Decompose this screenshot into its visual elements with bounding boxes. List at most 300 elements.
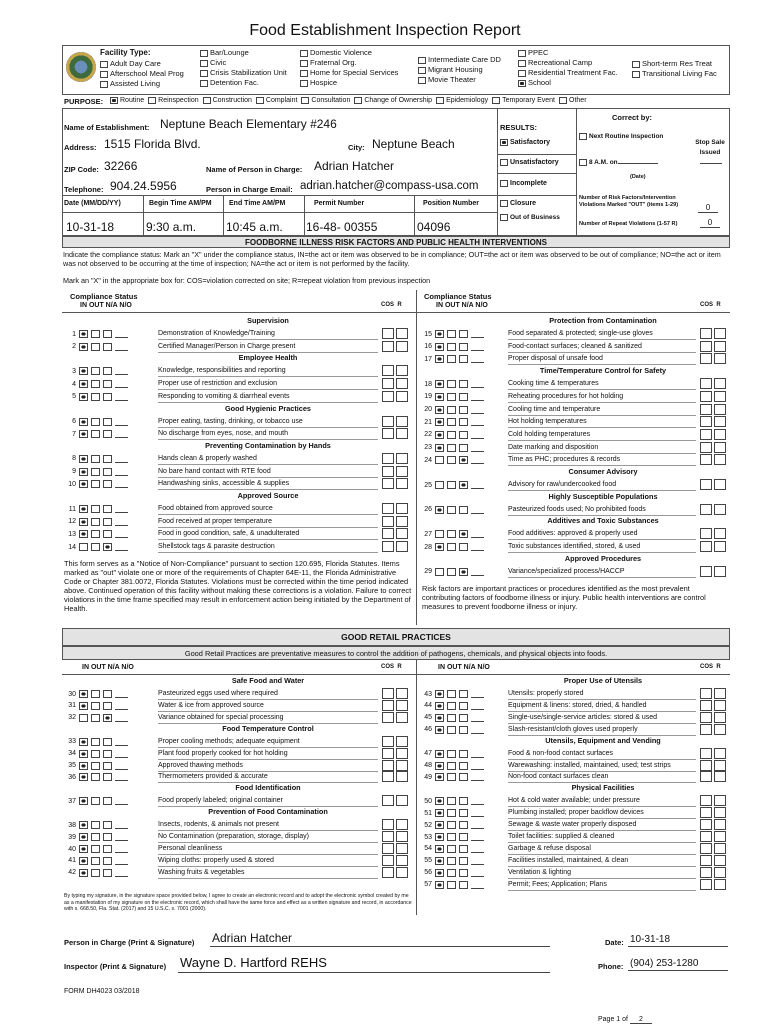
status-box[interactable] — [103, 393, 112, 401]
repeat-box[interactable] — [714, 416, 726, 427]
checkbox[interactable] — [300, 80, 308, 87]
status-box[interactable] — [435, 750, 444, 758]
status-box[interactable] — [115, 367, 128, 375]
status-box[interactable] — [447, 702, 456, 710]
status-box[interactable] — [103, 702, 112, 710]
inspector-phone[interactable]: (904) 253-1280 — [630, 958, 699, 969]
status-box[interactable] — [103, 833, 112, 841]
status-box[interactable] — [447, 393, 456, 401]
status-box[interactable] — [435, 845, 444, 853]
status-box[interactable] — [471, 418, 484, 426]
repeat-box[interactable] — [714, 328, 726, 339]
email-value[interactable]: adrian.hatcher@compass-usa.com — [300, 180, 479, 192]
status-box[interactable] — [103, 367, 112, 375]
checkbox[interactable] — [418, 67, 426, 74]
status-box[interactable] — [115, 845, 128, 853]
facility-type-option[interactable] — [518, 68, 618, 78]
status-box[interactable] — [435, 726, 444, 734]
cos-box[interactable] — [382, 416, 394, 427]
repeat-box[interactable] — [714, 454, 726, 465]
status-box[interactable] — [471, 773, 484, 781]
status-box[interactable] — [447, 773, 456, 781]
status-box[interactable] — [447, 481, 456, 489]
end-time[interactable]: 10:45 a.m. — [226, 220, 283, 234]
status-box[interactable] — [103, 821, 112, 829]
facility-type-option[interactable] — [200, 48, 249, 58]
telephone-value[interactable]: 904.24.5956 — [110, 179, 177, 193]
status-box[interactable] — [471, 444, 484, 452]
facility-type-option[interactable] — [632, 69, 717, 79]
status-box[interactable] — [435, 714, 444, 722]
cos-box[interactable] — [700, 341, 712, 352]
repeat-box[interactable] — [396, 503, 408, 514]
repeat-box[interactable] — [714, 341, 726, 352]
status-box[interactable] — [103, 869, 112, 877]
checkbox[interactable] — [518, 60, 526, 67]
repeat-box[interactable] — [396, 748, 408, 759]
checkbox[interactable] — [354, 97, 362, 104]
status-box[interactable] — [471, 797, 484, 805]
status-box[interactable] — [471, 726, 484, 734]
cos-box[interactable] — [382, 855, 394, 866]
cos-box[interactable] — [700, 760, 712, 771]
status-box[interactable] — [459, 343, 468, 351]
status-box[interactable] — [435, 833, 444, 841]
repeat-box[interactable] — [714, 795, 726, 806]
cos-box[interactable] — [700, 700, 712, 711]
cos-box[interactable] — [700, 712, 712, 723]
repeat-box[interactable] — [396, 712, 408, 723]
city-value[interactable]: Neptune Beach — [372, 137, 455, 151]
status-box[interactable] — [435, 690, 444, 698]
checkbox[interactable] — [559, 97, 567, 104]
status-box[interactable] — [115, 380, 128, 388]
facility-type-option[interactable] — [518, 58, 592, 68]
repeat-box[interactable] — [714, 879, 726, 890]
status-box[interactable] — [471, 690, 484, 698]
status-box[interactable] — [103, 530, 112, 538]
status-box[interactable] — [435, 881, 444, 889]
status-box[interactable] — [459, 797, 468, 805]
cos-box[interactable] — [382, 503, 394, 514]
status-box[interactable] — [103, 330, 112, 338]
status-box[interactable] — [447, 418, 456, 426]
cos-box[interactable] — [382, 528, 394, 539]
facility-type-option[interactable] — [518, 78, 551, 88]
cos-box[interactable] — [382, 391, 394, 402]
facility-type-option[interactable] — [518, 48, 548, 58]
status-box[interactable] — [447, 330, 456, 338]
checkbox[interactable] — [203, 97, 211, 104]
checkbox[interactable] — [200, 80, 208, 87]
status-box[interactable] — [471, 530, 484, 538]
status-box[interactable] — [471, 380, 484, 388]
status-box[interactable] — [79, 762, 88, 770]
status-box[interactable] — [459, 406, 468, 414]
status-box[interactable] — [459, 726, 468, 734]
result-incomplete[interactable]: Incomplete — [500, 179, 547, 189]
status-box[interactable] — [103, 343, 112, 351]
repeat-box[interactable] — [396, 831, 408, 842]
status-box[interactable] — [103, 773, 112, 781]
status-box[interactable] — [91, 393, 100, 401]
status-box[interactable] — [103, 505, 112, 513]
status-box[interactable] — [459, 393, 468, 401]
status-box[interactable] — [471, 750, 484, 758]
facility-type-option[interactable] — [200, 68, 287, 78]
repeat-box[interactable] — [396, 478, 408, 489]
status-box[interactable] — [103, 845, 112, 853]
status-box[interactable] — [447, 380, 456, 388]
checkbox[interactable] — [518, 70, 526, 77]
cos-box[interactable] — [700, 416, 712, 427]
status-box[interactable] — [435, 380, 444, 388]
repeat-box[interactable] — [714, 541, 726, 552]
status-box[interactable] — [435, 355, 444, 363]
status-box[interactable] — [459, 690, 468, 698]
status-box[interactable] — [471, 568, 484, 576]
status-box[interactable] — [447, 530, 456, 538]
status-box[interactable] — [447, 821, 456, 829]
status-box[interactable] — [447, 444, 456, 452]
cos-box[interactable] — [700, 541, 712, 552]
status-box[interactable] — [103, 797, 112, 805]
result-unsatisfactory[interactable]: Unsatisfactory — [500, 158, 559, 168]
checkbox[interactable] — [100, 81, 108, 88]
status-box[interactable] — [471, 393, 484, 401]
status-box[interactable] — [447, 543, 456, 551]
status-box[interactable] — [79, 845, 88, 853]
status-box[interactable] — [459, 506, 468, 514]
cos-box[interactable] — [700, 353, 712, 364]
status-box[interactable] — [471, 355, 484, 363]
status-box[interactable] — [103, 468, 112, 476]
facility-type-option[interactable] — [418, 65, 483, 75]
status-box[interactable] — [91, 690, 100, 698]
status-box[interactable] — [115, 857, 128, 865]
cos-box[interactable] — [382, 760, 394, 771]
status-box[interactable] — [471, 821, 484, 829]
cos-box[interactable] — [382, 478, 394, 489]
cos-box[interactable] — [382, 819, 394, 830]
status-box[interactable] — [103, 543, 112, 551]
cos-box[interactable] — [382, 712, 394, 723]
cos-box[interactable] — [382, 843, 394, 854]
cos-box[interactable] — [382, 771, 394, 782]
repeat-box[interactable] — [714, 479, 726, 490]
status-box[interactable] — [115, 690, 128, 698]
status-box[interactable] — [471, 857, 484, 865]
status-box[interactable] — [103, 430, 112, 438]
facility-type-option[interactable] — [100, 79, 160, 89]
status-box[interactable] — [79, 367, 88, 375]
facility-type-option[interactable] — [300, 48, 372, 58]
status-box[interactable] — [435, 797, 444, 805]
status-box[interactable] — [115, 714, 128, 722]
status-box[interactable] — [91, 330, 100, 338]
cos-box[interactable] — [382, 516, 394, 527]
purpose-option[interactable] — [436, 97, 488, 104]
repeat-box[interactable] — [714, 528, 726, 539]
status-box[interactable] — [103, 750, 112, 758]
cos-box[interactable] — [700, 807, 712, 818]
cos-box[interactable] — [700, 688, 712, 699]
cos-box[interactable] — [700, 429, 712, 440]
cos-box[interactable] — [382, 453, 394, 464]
repeat-box[interactable] — [714, 867, 726, 878]
status-box[interactable] — [79, 343, 88, 351]
checkbox[interactable] — [110, 97, 118, 104]
status-box[interactable] — [79, 380, 88, 388]
inspector-signature[interactable]: Wayne D. Hartford REHS — [180, 955, 327, 970]
result-out-of-business[interactable]: Out of Business — [500, 213, 560, 223]
repeat-box[interactable] — [396, 328, 408, 339]
am-on[interactable]: 8 A.M. on — [579, 158, 658, 168]
status-box[interactable] — [115, 821, 128, 829]
status-box[interactable] — [435, 330, 444, 338]
cos-box[interactable] — [382, 328, 394, 339]
status-box[interactable] — [435, 506, 444, 514]
status-box[interactable] — [447, 355, 456, 363]
status-box[interactable] — [115, 773, 128, 781]
status-box[interactable] — [79, 714, 88, 722]
repeat-box[interactable] — [714, 504, 726, 515]
cos-box[interactable] — [382, 748, 394, 759]
facility-type-option[interactable] — [100, 59, 161, 69]
status-box[interactable] — [115, 762, 128, 770]
status-box[interactable] — [79, 738, 88, 746]
status-box[interactable] — [115, 343, 128, 351]
repeat-box[interactable] — [396, 428, 408, 439]
status-box[interactable] — [435, 762, 444, 770]
status-box[interactable] — [459, 481, 468, 489]
cos-box[interactable] — [700, 855, 712, 866]
status-box[interactable] — [447, 714, 456, 722]
status-box[interactable] — [447, 506, 456, 514]
result-satisfactory[interactable]: Satisfactory — [500, 138, 550, 148]
status-box[interactable] — [447, 869, 456, 877]
checkbox[interactable] — [632, 61, 640, 68]
status-box[interactable] — [103, 857, 112, 865]
status-box[interactable] — [459, 431, 468, 439]
repeat-box[interactable] — [396, 867, 408, 878]
checkbox[interactable] — [300, 70, 308, 77]
status-box[interactable] — [79, 468, 88, 476]
status-box[interactable] — [447, 456, 456, 464]
status-box[interactable] — [115, 393, 128, 401]
position-number[interactable]: 04096 — [417, 220, 451, 234]
status-box[interactable] — [435, 481, 444, 489]
facility-type-option[interactable] — [300, 78, 337, 88]
cos-box[interactable] — [382, 466, 394, 477]
repeat-box[interactable] — [396, 760, 408, 771]
purpose-option[interactable] — [301, 97, 350, 104]
repeat-box[interactable] — [714, 819, 726, 830]
facility-type-option[interactable] — [200, 78, 259, 88]
checkbox[interactable] — [418, 57, 426, 64]
repeat-box[interactable] — [714, 353, 726, 364]
repeat-box[interactable] — [396, 365, 408, 376]
cos-box[interactable] — [700, 328, 712, 339]
facility-type-option[interactable] — [632, 59, 712, 69]
checkbox[interactable] — [256, 97, 264, 104]
status-box[interactable] — [91, 418, 100, 426]
status-box[interactable] — [79, 455, 88, 463]
repeat-violations-count[interactable]: 0 — [700, 218, 720, 228]
status-box[interactable] — [471, 456, 484, 464]
cos-box[interactable] — [700, 566, 712, 577]
status-box[interactable] — [435, 543, 444, 551]
status-box[interactable] — [459, 380, 468, 388]
status-box[interactable] — [79, 430, 88, 438]
repeat-box[interactable] — [714, 760, 726, 771]
checkbox[interactable] — [200, 50, 208, 57]
status-box[interactable] — [115, 330, 128, 338]
cos-box[interactable] — [382, 541, 394, 552]
status-box[interactable] — [91, 797, 100, 805]
checkbox[interactable] — [200, 70, 208, 77]
status-box[interactable] — [447, 833, 456, 841]
repeat-box[interactable] — [396, 771, 408, 782]
status-box[interactable] — [103, 690, 112, 698]
next-inspection[interactable]: Next Routine Inspection — [579, 132, 663, 142]
status-box[interactable] — [471, 845, 484, 853]
cos-box[interactable] — [700, 442, 712, 453]
inspection-date[interactable]: 10-31-18 — [66, 220, 115, 234]
status-box[interactable] — [91, 505, 100, 513]
status-box[interactable] — [91, 773, 100, 781]
status-box[interactable] — [447, 857, 456, 865]
checkbox[interactable] — [200, 60, 208, 67]
status-box[interactable] — [91, 455, 100, 463]
zip-value[interactable]: 32266 — [104, 159, 138, 173]
status-box[interactable] — [91, 518, 100, 526]
status-box[interactable] — [471, 702, 484, 710]
cos-box[interactable] — [382, 700, 394, 711]
status-box[interactable] — [435, 773, 444, 781]
checkbox[interactable] — [518, 50, 526, 57]
status-box[interactable] — [435, 809, 444, 817]
status-box[interactable] — [115, 797, 128, 805]
status-box[interactable] — [459, 530, 468, 538]
purpose-option[interactable] — [492, 97, 555, 104]
status-box[interactable] — [435, 444, 444, 452]
status-box[interactable] — [103, 714, 112, 722]
status-box[interactable] — [471, 543, 484, 551]
purpose-option[interactable] — [148, 97, 198, 104]
repeat-box[interactable] — [714, 442, 726, 453]
cos-box[interactable] — [382, 795, 394, 806]
status-box[interactable] — [115, 430, 128, 438]
status-box[interactable] — [459, 543, 468, 551]
begin-time[interactable]: 9:30 a.m. — [146, 220, 197, 234]
facility-type-option[interactable] — [100, 69, 184, 79]
status-box[interactable] — [91, 530, 100, 538]
repeat-box[interactable] — [396, 736, 408, 747]
repeat-box[interactable] — [714, 724, 726, 735]
status-box[interactable] — [79, 833, 88, 841]
status-box[interactable] — [91, 821, 100, 829]
status-box[interactable] — [459, 330, 468, 338]
status-box[interactable] — [459, 418, 468, 426]
cos-box[interactable] — [382, 867, 394, 878]
status-box[interactable] — [459, 869, 468, 877]
status-box[interactable] — [79, 750, 88, 758]
cos-box[interactable] — [700, 867, 712, 878]
status-box[interactable] — [79, 797, 88, 805]
repeat-box[interactable] — [396, 700, 408, 711]
repeat-box[interactable] — [714, 700, 726, 711]
cos-box[interactable] — [700, 831, 712, 842]
facility-type-option[interactable] — [300, 68, 398, 78]
status-box[interactable] — [447, 726, 456, 734]
checkbox[interactable] — [300, 60, 308, 67]
status-box[interactable] — [79, 505, 88, 513]
status-box[interactable] — [435, 343, 444, 351]
status-box[interactable] — [459, 773, 468, 781]
status-box[interactable] — [91, 762, 100, 770]
cos-box[interactable] — [700, 795, 712, 806]
status-box[interactable] — [471, 431, 484, 439]
status-box[interactable] — [447, 750, 456, 758]
status-box[interactable] — [79, 543, 88, 551]
status-box[interactable] — [435, 568, 444, 576]
status-box[interactable] — [79, 530, 88, 538]
repeat-box[interactable] — [396, 795, 408, 806]
facility-type-option[interactable] — [418, 75, 476, 85]
status-box[interactable] — [91, 857, 100, 865]
status-box[interactable] — [91, 343, 100, 351]
repeat-box[interactable] — [714, 688, 726, 699]
status-box[interactable] — [447, 809, 456, 817]
status-box[interactable] — [115, 505, 128, 513]
cos-box[interactable] — [382, 736, 394, 747]
cos-box[interactable] — [700, 879, 712, 890]
cos-box[interactable] — [700, 724, 712, 735]
status-box[interactable] — [471, 881, 484, 889]
status-box[interactable] — [471, 343, 484, 351]
status-box[interactable] — [115, 480, 128, 488]
repeat-box[interactable] — [396, 688, 408, 699]
purpose-option[interactable] — [559, 97, 587, 104]
status-box[interactable] — [91, 869, 100, 877]
status-box[interactable] — [115, 738, 128, 746]
repeat-box[interactable] — [714, 831, 726, 842]
checkbox[interactable] — [100, 61, 108, 68]
cos-box[interactable] — [700, 454, 712, 465]
status-box[interactable] — [115, 468, 128, 476]
purpose-option[interactable] — [354, 97, 432, 104]
repeat-box[interactable] — [714, 712, 726, 723]
status-box[interactable] — [435, 530, 444, 538]
status-box[interactable] — [91, 543, 100, 551]
status-box[interactable] — [471, 330, 484, 338]
permit-number[interactable]: 16-48- 00355 — [306, 220, 378, 234]
status-box[interactable] — [91, 480, 100, 488]
status-box[interactable] — [447, 881, 456, 889]
status-box[interactable] — [435, 418, 444, 426]
repeat-box[interactable] — [714, 391, 726, 402]
status-box[interactable] — [103, 418, 112, 426]
status-box[interactable] — [435, 393, 444, 401]
status-box[interactable] — [79, 330, 88, 338]
status-box[interactable] — [91, 738, 100, 746]
cos-box[interactable] — [700, 404, 712, 415]
checkbox[interactable] — [100, 71, 108, 78]
status-box[interactable] — [459, 809, 468, 817]
status-box[interactable] — [435, 702, 444, 710]
status-box[interactable] — [447, 343, 456, 351]
